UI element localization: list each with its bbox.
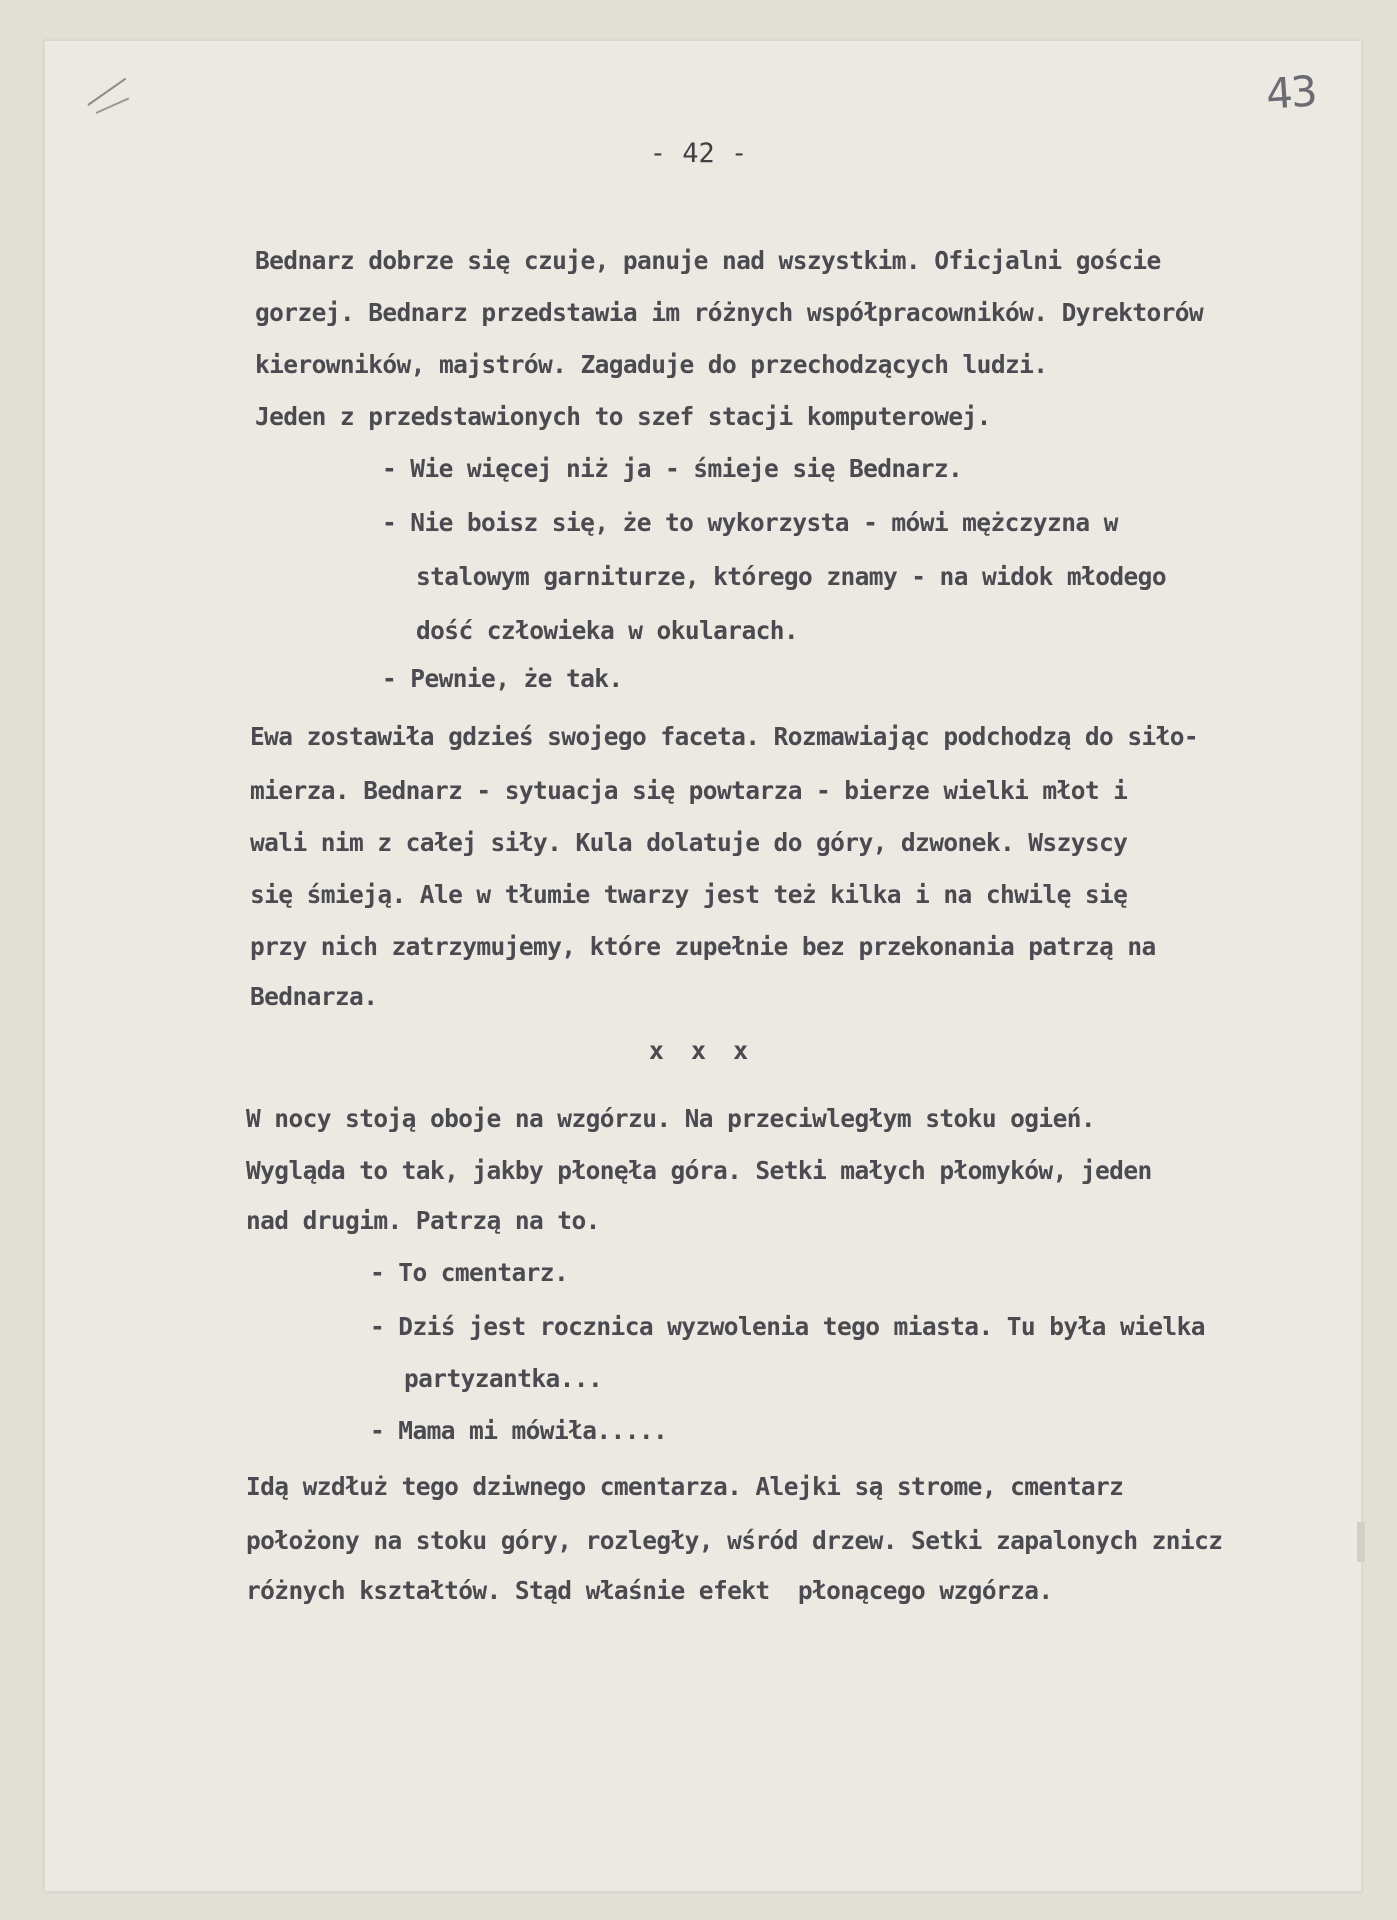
text-line: Jeden z przedstawionych to szef stacji komputerowej. [255,402,991,431]
text-line: się śmieją. Ale w tłumie twarzy jest też kilka i na chwilę się [250,880,1128,909]
text-line: Idą wzdłuż tego dziwnego cmentarza. Alejki są strome, cmentarz [246,1472,1124,1501]
dialogue-line: - Dziś jest rocznica wyzwolenia tego miasta. Tu była wielka [370,1312,1205,1341]
dialogue-line: - Nie boisz się, że to wykorzysta - mówi mężczyzna w [382,508,1118,537]
dialogue-line: partyzantka... [404,1364,603,1393]
text-line: W nocy stoją oboje na wzgórzu. Na przeciwległym stoku ogień. [246,1104,1096,1133]
handwritten-page-number: 43 [1264,66,1318,119]
dialogue-line: - Pewnie, że tak. [382,664,623,693]
text-line: Wygląda to tak, jakby płonęła góra. Setki małych płomyków, jeden [246,1156,1152,1185]
text-line: położony na stoku góry, rozległy, wśród drzew. Setki zapalonych znicz [246,1526,1223,1555]
text-line: przy nich zatrzymujemy, które zupełnie bez przekonania patrzą na [250,932,1156,961]
text-line: kierowników, majstrów. Zagaduje do przechodzących ludzi. [255,350,1048,379]
dialogue-line: stalowym garniturze, którego znamy - na widok młodego [416,562,1166,591]
dialogue-line: - Wie więcej niż ja - śmieje się Bednarz. [382,454,963,483]
text-line: Ewa zostawiła gdzieś swojego faceta. Rozmawiając podchodzą do siło- [250,722,1199,751]
text-line: mierza. Bednarz - sytuacja się powtarza - bierze wielki młot i [250,776,1128,805]
page-edge-mark [1357,1522,1365,1562]
dialogue-line: - To cmentarz. [370,1258,569,1287]
text-line: różnych kształtów. Stąd właśnie efekt płonącego wzgórza. [246,1576,1053,1605]
typed-page-number: - 42 - [649,138,748,169]
dialogue-line: dość człowieka w okularach. [416,616,799,645]
section-separator: x x x [648,1036,749,1065]
text-line: Bednarz dobrze się czuje, panuje nad wszystkim. Oficjalni goście [255,246,1161,275]
text-line: nad drugim. Patrzą na to. [246,1206,600,1235]
text-line: gorzej. Bednarz przedstawia im różnych współpracowników. Dyrektorów [255,298,1204,327]
text-line: wali nim z całej siły. Kula dolatuje do góry, dzwonek. Wszyscy [250,828,1128,857]
dialogue-line: - Mama mi mówiła..... [370,1416,668,1445]
text-line: Bednarza. [250,982,378,1011]
